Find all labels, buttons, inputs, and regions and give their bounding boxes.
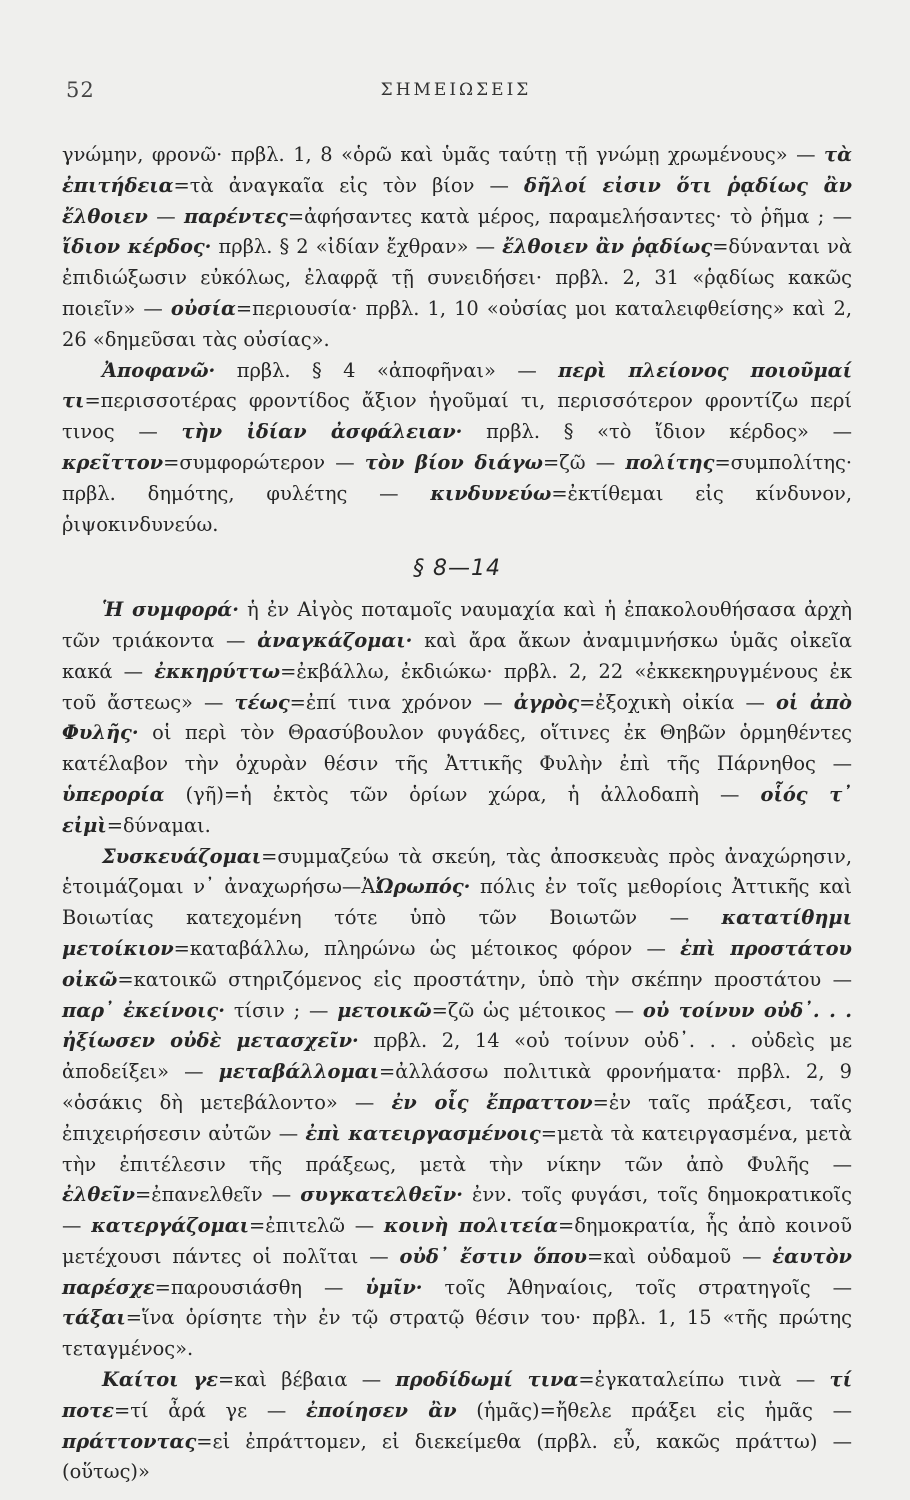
- definition-text: —: [147, 204, 184, 228]
- keyword-term: τὴν ἰδίαν ἀσφάλειαν·: [181, 420, 463, 444]
- keyword-term: Ὠρωπός·: [375, 875, 471, 899]
- keyword-term: Συσκευάζομαι: [102, 844, 262, 868]
- keyword-term: ἐν οἷς ἔπραττον: [391, 1090, 593, 1114]
- definition-text: =μετὰ τὰ κατειργασμένα, μετὰ τὴν ἐπιτέλεσιν τῆς πράξεως, μετὰ τὴν νίκην τῶν ἀπὸ Φυλῆς —: [62, 1121, 852, 1176]
- definition-text: =τὰ ἀναγκαῖα εἰς τὸν βίον —: [173, 173, 524, 197]
- paragraph-notes-5: [62, 1365, 852, 1488]
- keyword-term: ἐλθεῖν: [62, 1183, 135, 1207]
- paragraph-notes-4: [62, 842, 852, 1366]
- keyword-term: κοινὴ πολιτεία: [383, 1214, 558, 1238]
- definition-text: =συμμαζεύω τὰ σκεύη, τὰς ἀποσκευὰς πρὸς ἀναχώρησιν, ἑτοιμάζομαι ν᾽ ἀναχωρήσω—Ἀ: [62, 844, 852, 899]
- page-number: 52: [66, 78, 95, 102]
- definition-text: γνώμην, φρονῶ· πρβλ. 1, 8 «ὁρῶ καὶ ὑμᾶς ταύτῃ τῇ γνώμῃ χρωμένους» —: [62, 143, 825, 166]
- keyword-term: τὸν βίον διάγω: [364, 450, 544, 474]
- definition-text: =ἐπιτελῶ —: [249, 1214, 384, 1238]
- definition-text: καὶ ἄρα ἄκων ἀναμιμνήσκω ὑμᾶς οἰκεῖα κακά —: [62, 628, 852, 683]
- paragraph-notes-3: [62, 595, 852, 841]
- definition-text: =ζῶ ὡς μέτοικος —: [431, 998, 643, 1022]
- definition-text: οἱ περὶ τὸν Θρασύβουλον φυγάδες, οἵτινες ἐκ Θηβῶν ὁρμηθέντες κατέλαβον τὴν ὀχυρὰν θέσιν τῆς Ἀττικῆς Φυλὴν ἐπὶ τῆς Πάρνηθος —: [62, 721, 852, 776]
- definition-text: =συμπολίτης· πρβλ. δημότης, φυλέτης —: [62, 450, 852, 505]
- keyword-term: οὐδ᾽ ἔστιν ὅπου: [399, 1244, 587, 1268]
- keyword-term: ἐκκηρύττω: [154, 659, 281, 683]
- keyword-term: τάξαι: [62, 1306, 126, 1330]
- definition-text: τοῖς Ἀθηναίοις, τοῖς στρατηγοῖς —: [422, 1275, 852, 1299]
- keyword-term: Καίτοι γε: [102, 1368, 218, 1392]
- definition-text: τίσιν ; —: [224, 998, 338, 1022]
- keyword-term: ὑμῖν·: [365, 1275, 423, 1299]
- paragraph-notes-2: [62, 356, 852, 541]
- definition-text: =ἀφήσαντες κατὰ μέρος, παραμελήσαντες· τὸ ῥῆμα ; —: [287, 204, 853, 228]
- keyword-term: πράττοντας: [62, 1429, 197, 1453]
- definition-text: =ἵνα ὁρίσητε τὴν ἐν τῷ στρατῷ θέσιν του· πρβλ. 1, 15 «τῆς πρώτης τεταγμένος».: [62, 1306, 852, 1361]
- keyword-term: δῆλοί εἰσιν ὅτι ῥᾳδίως ἂν ἔλθοιεν: [62, 173, 852, 228]
- definition-text: πρβλ. 2, 14 «οὐ τοίνυν οὐδ᾽. . . οὐδεὶς με ἀποδείξει» —: [62, 1029, 852, 1084]
- definition-text: =περισσοτέρας φροντίδος ἄξιον ἡγοῦμαί τι, περισσότερον φροντίζω περί τινος —: [62, 389, 852, 444]
- definition-text: =κατοικῶ στηριζόμενος εἰς προστάτην, ὑπὸ τὴν σκέπην προστάτου —: [117, 967, 852, 991]
- keyword-term: περὶ πλείονος ποιοῦμαί τι: [62, 358, 852, 413]
- keyword-term: ἑαυτὸν παρέσχε: [62, 1244, 852, 1299]
- definition-text: =δημοκρατία, ἧς ἀπὸ κοινοῦ μετέχουσι πάντες οἱ πολῖται —: [62, 1214, 853, 1268]
- keyword-term: οὐ τοίνυν οὐδ᾽. . . ἠξίωσεν οὐδὲ μετασχεῖν·: [62, 998, 852, 1053]
- body-text: [62, 140, 852, 1488]
- definition-text: =ἐγκαταλείπω τινὰ —: [578, 1368, 830, 1392]
- definition-text: =ἀλλάσσω πολιτικὰ φρονήματα· πρβλ. 2, 9 «ὁσάκις δὴ μετεβάλοντο» —: [62, 1060, 852, 1114]
- keyword-term: ὑπερορία: [62, 782, 165, 806]
- keyword-term: Ἀποφανῶ·: [102, 358, 216, 382]
- definition-text: =συμφορώτερον —: [163, 450, 365, 474]
- definition-text: =ἐκτίθεμαι εἰς κίνδυνον, ῥιψοκινδυνεύω.: [62, 481, 852, 536]
- keyword-term: οἱ ἀπὸ Φυλῆς·: [62, 690, 852, 745]
- definition-text: πρβλ. § 4 «ἀποφῆναι» —: [215, 358, 559, 382]
- definition-text: ἐνν. τοῖς φυγάσι, τοῖς δημοκρατικοῖς —: [62, 1183, 852, 1238]
- keyword-term: τί ποτε: [62, 1368, 852, 1422]
- keyword-term: κρεῖττον: [62, 450, 164, 474]
- definition-text: =τί ἆρά γε —: [113, 1398, 306, 1422]
- paragraph-notes-1: [62, 140, 852, 356]
- definition-text: =παρουσιάσθη —: [154, 1275, 366, 1299]
- keyword-term: Ἡ συμφορά·: [102, 598, 239, 622]
- keyword-term: παρέντες: [183, 204, 288, 228]
- definition-text: πόλις ἐν τοῖς μεθορίοις Ἀττικῆς καὶ Βοιωτίας κατεχομένη τότε ὑπὸ τῶν Βοιωτῶν —: [62, 875, 852, 930]
- keyword-term: παρ᾽ ἐκείνοις·: [62, 998, 225, 1022]
- keyword-term: ἐπὶ προστάτου οἰκῶ: [62, 936, 852, 991]
- keyword-term: ἔλθοιεν ἂν ῥᾳδίως: [502, 235, 713, 259]
- keyword-term: ἀναγκάζομαι·: [257, 628, 413, 652]
- keyword-term: μεταβάλλομαι: [218, 1060, 379, 1084]
- running-head: ΣΗΜΕΙΩΣΕΙΣ: [380, 80, 532, 100]
- definition-text: =περιουσία· πρβλ. 1, 10 «οὐσίας μοι καταλειφθείσης» καὶ 2, 26 «δημεῦσαι τὰς οὐσίας».: [62, 296, 852, 351]
- definition-text: πρβλ. § «τὸ ἴδιον κέρδος» —: [462, 420, 852, 444]
- page-header: [66, 78, 846, 118]
- definition-text: =καὶ βέβαια —: [217, 1368, 396, 1392]
- definition-text: (ἡμᾶς)=ἤθελε πράξει εἰς ἡμᾶς —: [456, 1398, 852, 1422]
- keyword-term: πολίτης: [625, 450, 715, 474]
- definition-text: πρβλ. § 2 «ἰδίαν ἔχθραν» —: [211, 235, 503, 259]
- definition-text: =ζῶ —: [543, 450, 626, 474]
- definition-text: =δύναμαι.: [106, 813, 211, 837]
- definition-text: ἡ ἐν Αἰγὸς ποταμοῖς ναυμαχία καὶ ἡ ἐπακολουθήσασα ἀρχὴ τῶν τριάκοντα —: [62, 598, 852, 652]
- definition-text: =δύνανται νὰ ἐπιδιώξωσιν εὐκόλως, ἐλαφρᾷ τῇ συνειδήσει· πρβλ. 2, 31 «ῥᾳδίως κακῶς ποιεῖν» —: [62, 235, 852, 320]
- keyword-term: συγκατελθεῖν·: [300, 1183, 463, 1207]
- keyword-term: ἴδιον κέρδος·: [62, 235, 212, 259]
- keyword-term: κινδυνεύω: [430, 481, 552, 505]
- definition-text: =ἐπανελθεῖν —: [134, 1183, 301, 1207]
- keyword-term: οὐσία: [170, 296, 236, 320]
- definition-text: =ἐξοχικὴ οἰκία —: [579, 690, 776, 714]
- definition-text: =καὶ οὐδαμοῦ —: [586, 1244, 773, 1268]
- definition-text: (γῆ)=ἡ ἐκτὸς τῶν ὁρίων χώρα, ἡ ἀλλοδαπὴ —: [164, 782, 761, 806]
- keyword-term: μετοικῶ: [337, 998, 432, 1022]
- keyword-term: τὰ ἐπιτήδεια: [62, 143, 852, 197]
- section-heading: § 8—14: [413, 556, 501, 582]
- keyword-term: ἀγρὸς: [513, 690, 580, 714]
- keyword-term: ἐποίησεν ἂν: [305, 1398, 457, 1422]
- keyword-term: ἐπὶ κατειργασμένοις: [305, 1121, 541, 1145]
- keyword-term: προδίδωμί τινα: [395, 1368, 579, 1392]
- keyword-term: οἷός τ᾽ εἰμὶ: [62, 782, 852, 837]
- keyword-term: κατεργάζομαι: [91, 1214, 250, 1238]
- keyword-term: κατατίθημι μετοίκιον: [62, 906, 852, 960]
- definition-text: =καταβάλλω, πληρώνω ὡς μέτοικος φόρον —: [173, 936, 681, 960]
- keyword-term: τέως: [234, 690, 290, 714]
- definition-text: =ἐπί τινα χρόνον —: [289, 690, 514, 714]
- definition-text: =ἐν ταῖς πράξεσι, ταῖς ἐπιχειρήσεσιν αὐτῶν —: [62, 1090, 853, 1145]
- definition-text: =ἐκβάλλω, ἐκδιώκω· πρβλ. 2, 22 «ἐκκεκηρυγμένους ἐκ τοῦ ἄστεως» —: [62, 659, 852, 714]
- definition-text: =εἰ ἐπράττομεν, εἰ διεκείμεθα (πρβλ. εὖ, κακῶς πράττω) — (οὕτως)»: [62, 1429, 852, 1484]
